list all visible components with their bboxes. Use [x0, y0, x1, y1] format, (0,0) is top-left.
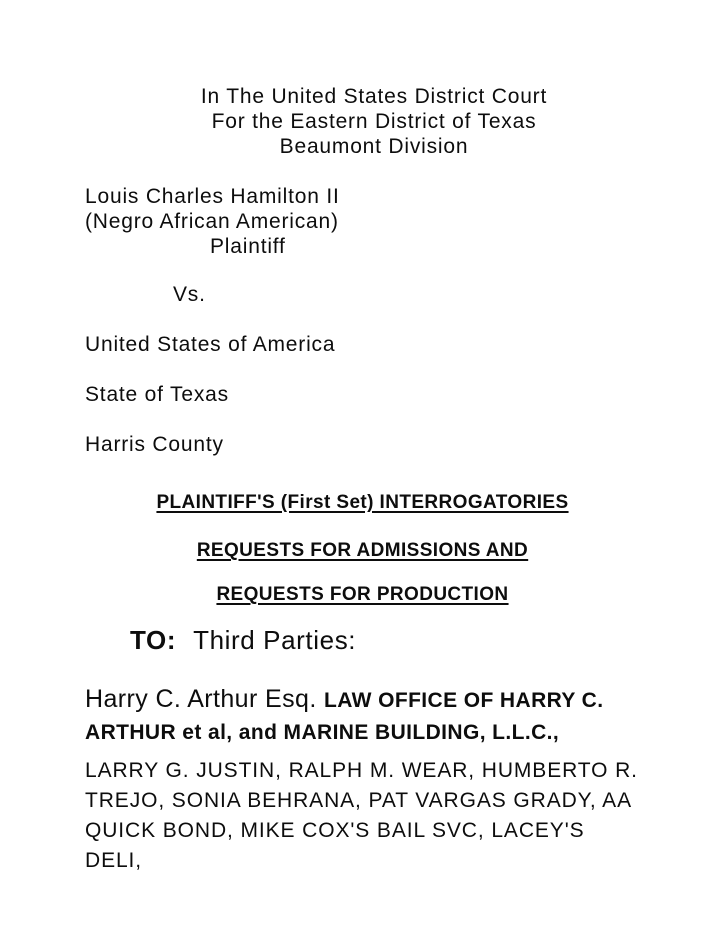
- addressee-line-1: [85, 684, 640, 718]
- addressee-paragraph: [85, 684, 640, 750]
- to-label: TO:: [130, 625, 177, 655]
- document-headings: [85, 491, 640, 607]
- plaintiff-role: Plaintiff: [210, 235, 286, 258]
- court-header-line-3: Beaumont Division: [279, 135, 469, 158]
- heading-admissions: REQUESTS FOR ADMISSIONS AND: [196, 540, 529, 561]
- to-line: [85, 623, 640, 657]
- versus-line: Vs.: [173, 283, 206, 306]
- third-parties-line-2: TREJO, SONIA BEHRANA, PAT VARGAS GRADY, AA: [85, 789, 632, 812]
- addressee-firm-continued: ARTHUR et al, and MARINE BUILDING, L.L.C.,: [85, 721, 560, 744]
- court-header: [85, 84, 663, 159]
- addressee-name: Harry C. Arthur Esq.: [85, 685, 325, 713]
- addressee-line-2: [85, 718, 640, 750]
- court-header-line-1: In The United States District Court: [200, 85, 548, 108]
- defendant-usa: United States of America: [85, 333, 336, 356]
- third-parties-line-1: LARRY G. JUSTIN, RALPH M. WEAR, HUMBERTO R.: [85, 759, 638, 782]
- plaintiff-descriptor: (Negro African American): [85, 210, 339, 233]
- defendant-texas: State of Texas: [85, 383, 229, 406]
- third-parties-line-3: QUICK BOND, MIKE COX'S BAIL SVC, LACEY'S DELI,: [85, 819, 585, 872]
- heading-interrogatories: PLAINTIFF'S (First Set) INTERROGATORIES: [156, 492, 569, 513]
- addressee-firm: LAW OFFICE OF HARRY C.: [324, 689, 604, 712]
- plaintiff-name: Louis Charles Hamilton II: [85, 185, 340, 208]
- court-header-line-2: For the Eastern District of Texas: [211, 110, 537, 133]
- defendant-harris-county: Harris County: [85, 433, 224, 456]
- to-value: Third Parties:: [193, 625, 357, 655]
- third-parties-paragraph: [85, 756, 640, 876]
- plaintiff-block: [85, 184, 640, 259]
- heading-production: REQUESTS FOR PRODUCTION: [216, 584, 509, 605]
